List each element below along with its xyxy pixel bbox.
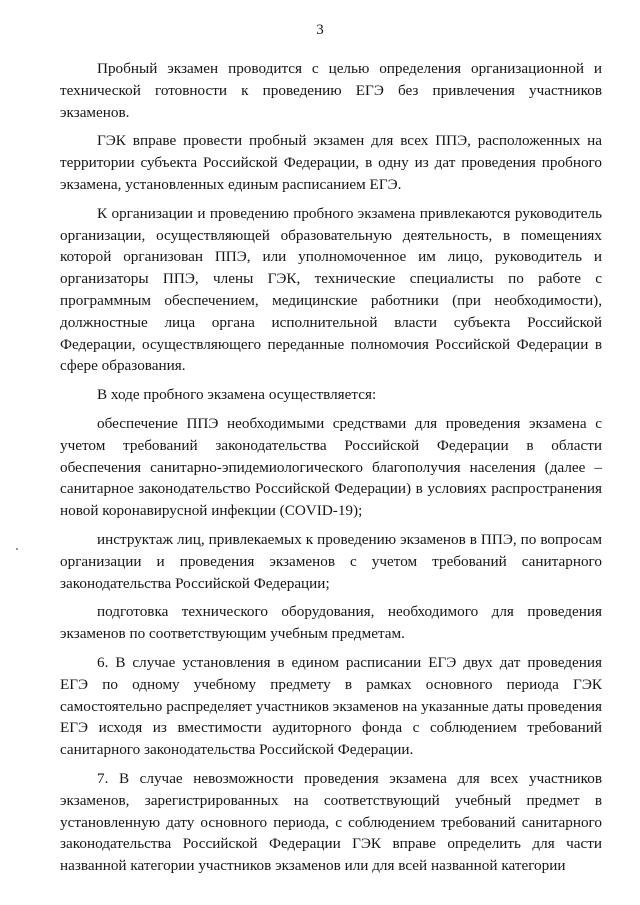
paragraph-gek-trial-exam: ГЭК вправе провести пробный экзамен для всех ППЭ, расположенных на территории субъекта Российской Федерации, в одну из дат проведения пробного экзамена, установленных единым расписанием ЕГЭ. bbox=[60, 132, 602, 193]
paragraph-trial-exam-participants: К организации и проведению пробного экзамена привлекаются руководитель организации, осуществляющей образовательную деятельность, в помещениях которой организован ППЭ, или уполномоченное им лицо, руководитель и организаторы ППЭ, члены ГЭК, технические специалисты по работе с программным обеспечением, медицинские работники (при необходимости), должностные лица органа исполнительной власти субъекта Российской Федерации, осуществляющего переданные полномочия Российской Федерации в сфере образования. bbox=[60, 204, 602, 375]
scan-speck bbox=[16, 548, 18, 550]
page-number: 3 bbox=[316, 22, 324, 38]
paragraph-ppe-provision: обеспечение ППЭ необходимыми средствами для проведения экзамена с учетом требований законодательства Российской Федерации в области обеспечения санитарно-эпидемиологического благополучия населения (далее – санитарное законодательство Российской Федерации) в условиях распространения новой коронавирусной инфекции (COVID-19); bbox=[60, 414, 602, 520]
paragraph-equipment-preparation: подготовка технического оборудования, необходимого для проведения экзаменов по соответствующим учебным предметам. bbox=[60, 603, 602, 643]
paragraph-trial-exam-purpose: Пробный экзамен проводится с целью определения организационной и технической готовности к проведению ЕГЭ без привлечения участников экзаменов. bbox=[60, 60, 602, 121]
document-body bbox=[60, 58, 602, 884]
paragraph-item-6: 6. В случае установления в едином расписании ЕГЭ двух дат проведения ЕГЭ по одному учебному предмету в рамках основного периода ГЭК самостоятельно распределяет участников экзаменов на указанные даты проведения ЕГЭ исходя из вместимости аудиторного фонда с соблюдением требований санитарного законодательства Российской Федерации. bbox=[60, 653, 602, 759]
paragraph-item-7: 7. В случае невозможности проведения экзамена для всех участников экзаменов, зарегистрированных на соответствующий учебный предмет в установленную дату основного периода, с соблюдением требований санитарного законодательства Российской Федерации ГЭК вправе определить для части названной категории участников экзаменов или для всей названной категории bbox=[60, 769, 602, 875]
paragraph-trial-exam-includes: В ходе пробного экзамена осуществляется: bbox=[97, 386, 377, 404]
paragraph-instruction: инструктаж лиц, привлекаемых к проведению экзаменов в ППЭ, по вопросам организации и проведения экзаменов с учетом требований санитарного законодательства Российской Федерации; bbox=[60, 530, 602, 592]
